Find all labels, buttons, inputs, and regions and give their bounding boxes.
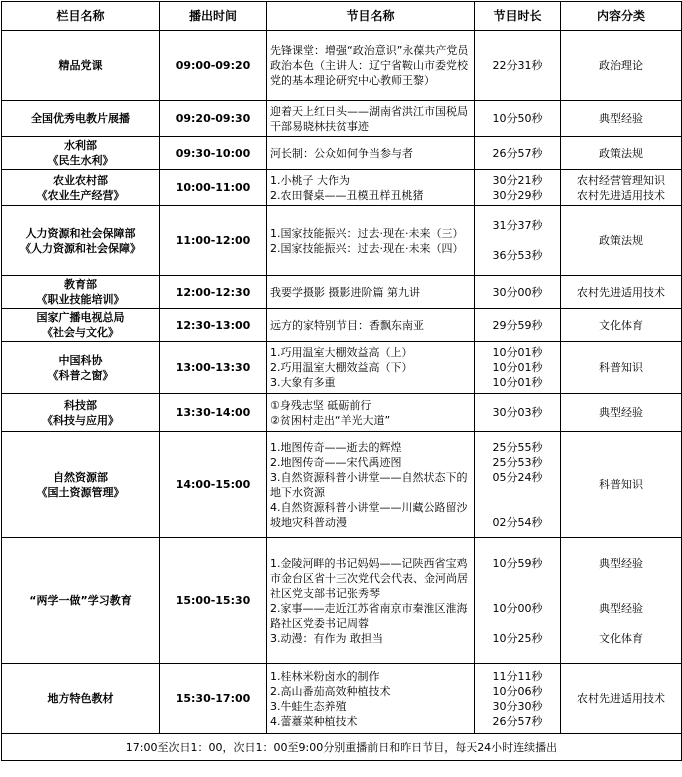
air-time-cell: 09:00-09:20	[160, 31, 267, 101]
header-program-name: 节目名称	[267, 2, 475, 31]
air-time-cell: 14:00-15:00	[160, 432, 267, 538]
table-row	[2, 394, 682, 432]
duration-cell: 31分37秒 36分53秒	[475, 206, 561, 276]
program-cell: 我要学摄影 摄影进阶篇 第九讲	[267, 276, 475, 309]
table-row	[2, 342, 682, 394]
table-row	[2, 276, 682, 309]
table-row	[2, 538, 682, 664]
air-time-cell: 09:30-10:00	[160, 137, 267, 170]
program-cell: 远方的家特别节目：香飘东南亚	[267, 309, 475, 342]
category-cell: 农村经营管理知识 农村先进适用技术	[561, 170, 682, 206]
table-row	[2, 137, 682, 170]
air-time-cell: 12:30-13:00	[160, 309, 267, 342]
table-row	[2, 31, 682, 101]
program-cell: 1.巧用温室大棚效益高（上） 2.巧用温室大棚效益高（下） 3.大象有多重	[267, 342, 475, 394]
program-cell: 迎着天上红日头——湖南省洪江市国税局干部易晓林扶贫事迹	[267, 101, 475, 137]
category-cell: 科普知识	[561, 432, 682, 538]
category-cell: 农村先进适用技术	[561, 276, 682, 309]
header-row	[2, 2, 682, 31]
category-cell: 农村先进适用技术	[561, 664, 682, 734]
program-cell: 先锋课堂：增强“政治意识”永葆共产党员政治本色（主讲人：辽宁省鞍山市委党校党的基本理论研究中心教师王黎）	[267, 31, 475, 101]
category-cell: 典型经验 典型经验 文化体育	[561, 538, 682, 664]
rebroadcast-note: 17:00至次日1：00，次日1：00至9:00分别重播前日和昨日节目，每天24小时连续播出	[2, 734, 682, 761]
table-row	[2, 309, 682, 342]
duration-cell: 30分03秒	[475, 394, 561, 432]
program-cell: 1.小桃子 大作为 2.农田餐桌——丑模丑样丑桃猪	[267, 170, 475, 206]
duration-cell: 26分57秒	[475, 137, 561, 170]
program-cell: 1.金陵河畔的书记妈妈——记陕西省宝鸡市金台区省十三次党代会代表、金河尚居社区党支部书记张秀琴 2.家事——走近江苏省南京市秦淮区淮海路社区党委书记周蓉 3.动漫：有作为 敢担当	[267, 538, 475, 664]
schedule-table	[1, 1, 682, 761]
air-time-cell: 11:00-12:00	[160, 206, 267, 276]
air-time-cell: 15:00-15:30	[160, 538, 267, 664]
program-cell: 1.地图传奇——逝去的辉煌 2.地图传奇——宋代禹迹图 3.自然资源科普小讲堂——自然状态下的地下水资源 4.自然资源科普小讲堂——川藏公路留沙坡地灾科普动漫	[267, 432, 475, 538]
duration-cell: 10分50秒	[475, 101, 561, 137]
table-row	[2, 664, 682, 734]
program-cell: 1.国家技能振兴：过去·现在·未来（三） 2.国家技能振兴：过去·现在·未来（四）	[267, 206, 475, 276]
column-name-cell: 科技部 《科技与应用》	[2, 394, 160, 432]
program-cell: 河长制：公众如何争当参与者	[267, 137, 475, 170]
duration-cell: 11分11秒 10分06秒 30分30秒 26分57秒	[475, 664, 561, 734]
column-name-cell: 地方特色教材	[2, 664, 160, 734]
air-time-cell: 13:00-13:30	[160, 342, 267, 394]
column-name-cell: 教育部 《职业技能培训》	[2, 276, 160, 309]
column-name-cell: 水利部 《民生水利》	[2, 137, 160, 170]
category-cell: 文化体育	[561, 309, 682, 342]
duration-cell: 29分59秒	[475, 309, 561, 342]
air-time-cell: 15:30-17:00	[160, 664, 267, 734]
column-name-cell: 人力资源和社会保障部 《人力资源和社会保障》	[2, 206, 160, 276]
column-name-cell: 国家广播电视总局 《社会与文化》	[2, 309, 160, 342]
duration-cell: 22分31秒	[475, 31, 561, 101]
header-column-name: 栏目名称	[2, 2, 160, 31]
header-category: 内容分类	[561, 2, 682, 31]
duration-cell: 10分59秒 10分00秒 10分25秒	[475, 538, 561, 664]
air-time-cell: 10:00-11:00	[160, 170, 267, 206]
table-row	[2, 206, 682, 276]
category-cell: 政治理论	[561, 31, 682, 101]
duration-cell: 30分00秒	[475, 276, 561, 309]
header-duration: 节目时长	[475, 2, 561, 31]
header-air-time: 播出时间	[160, 2, 267, 31]
category-cell: 政策法规	[561, 137, 682, 170]
column-name-cell: “两学一做”学习教育	[2, 538, 160, 664]
duration-cell: 25分55秒 25分53秒 05分24秒 02分54秒	[475, 432, 561, 538]
air-time-cell: 12:00-12:30	[160, 276, 267, 309]
air-time-cell: 13:30-14:00	[160, 394, 267, 432]
duration-cell: 30分21秒 30分29秒	[475, 170, 561, 206]
column-name-cell: 精品党课	[2, 31, 160, 101]
category-cell: 典型经验	[561, 394, 682, 432]
table-row	[2, 170, 682, 206]
column-name-cell: 全国优秀电教片展播	[2, 101, 160, 137]
table-row	[2, 432, 682, 538]
category-cell: 科普知识	[561, 342, 682, 394]
column-name-cell: 中国科协 《科普之窗》	[2, 342, 160, 394]
table-row	[2, 101, 682, 137]
column-name-cell: 农业农村部 《农业生产经营》	[2, 170, 160, 206]
air-time-cell: 09:20-09:30	[160, 101, 267, 137]
program-cell: 1.桂林米粉卤水的制作 2.高山番茄高效种植技术 3.牛蛙生态养殖 4.蕾薹菜种植技术	[267, 664, 475, 734]
duration-cell: 10分01秒 10分01秒 10分01秒	[475, 342, 561, 394]
footer-row	[2, 734, 682, 761]
category-cell: 典型经验	[561, 101, 682, 137]
program-cell: ①身残志坚 砥砺前行 ②贫困村走出“羊光大道”	[267, 394, 475, 432]
column-name-cell: 自然资源部 《国土资源管理》	[2, 432, 160, 538]
category-cell: 政策法规	[561, 206, 682, 276]
